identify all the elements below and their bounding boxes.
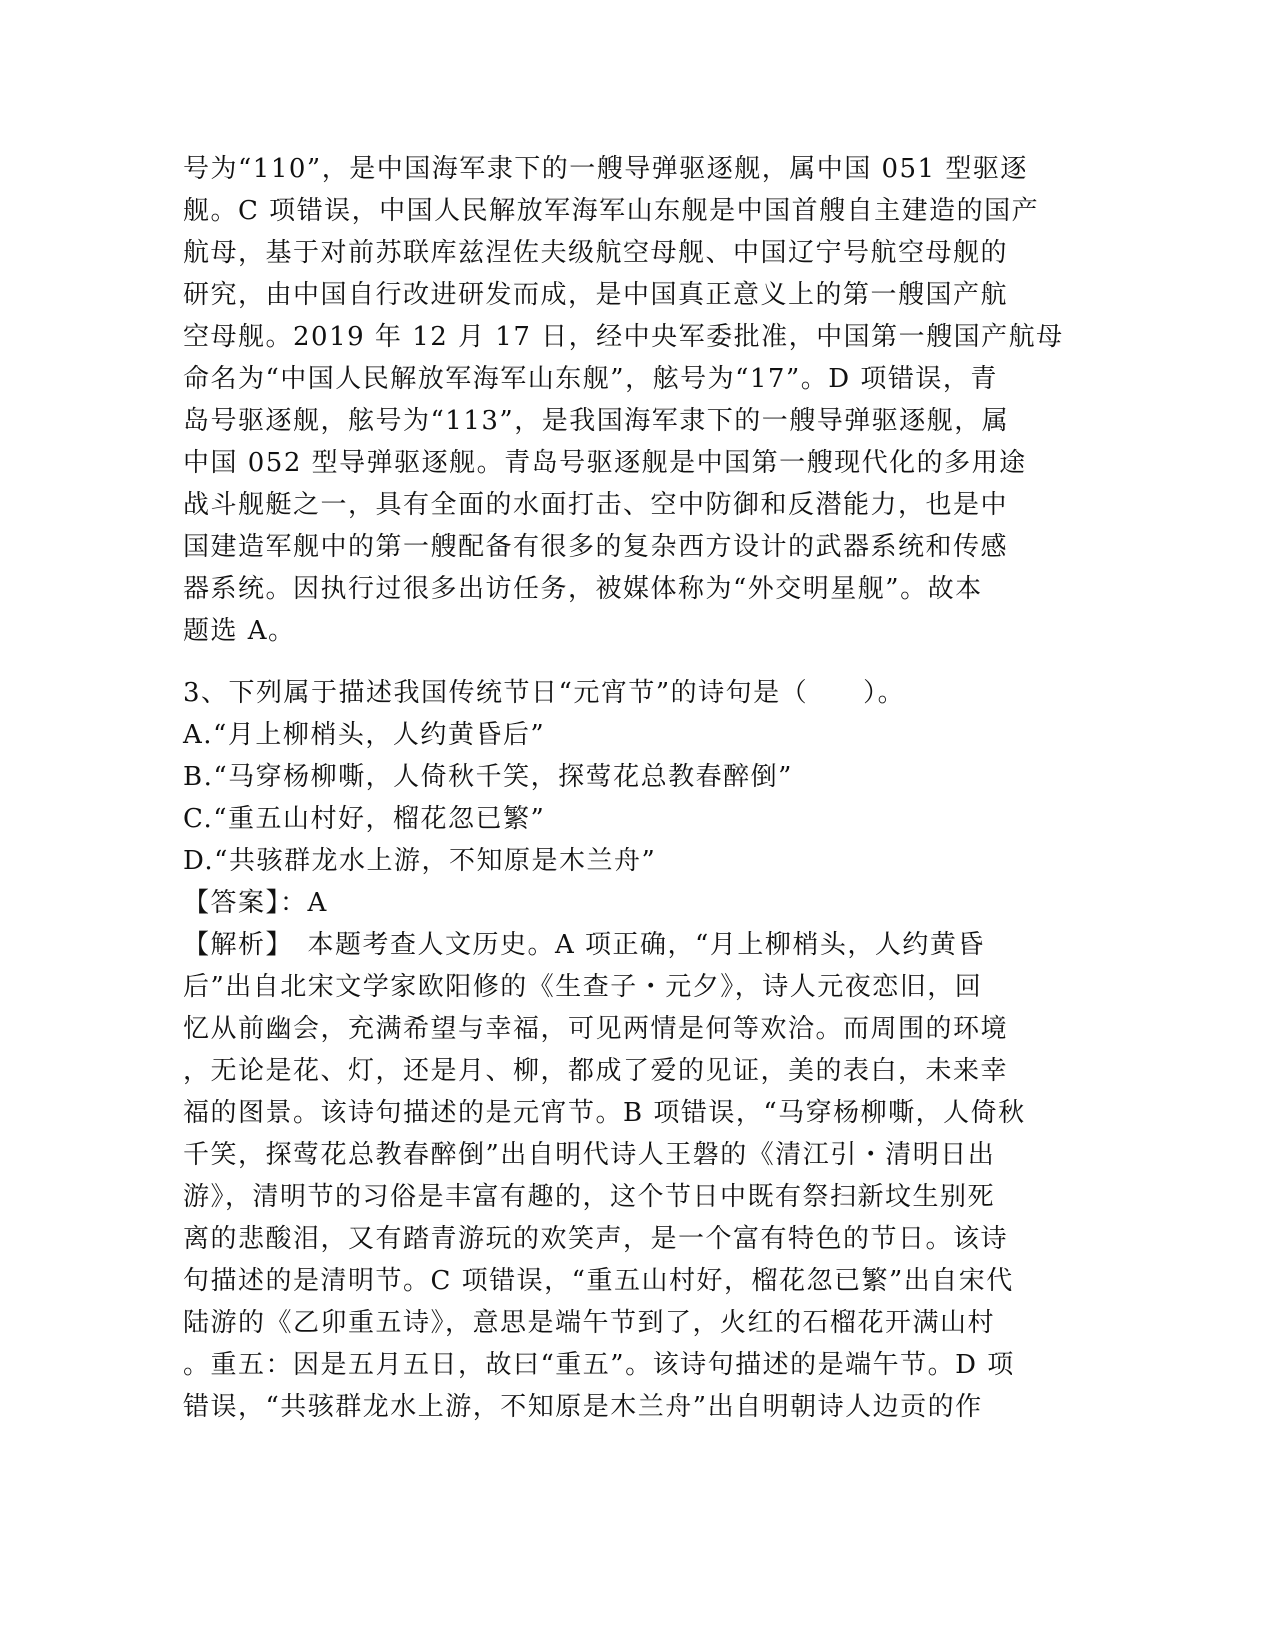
question-stem: 3、下列属于描述我国传统节日“元宵节”的诗句是（ ）。 — [183, 678, 906, 708]
analysis-line: 。重五：因是五月五日，故曰“重五”。该诗句描述的是端午节。D 项 — [183, 1350, 1015, 1380]
explanation-line: 号为“110”，是中国海军隶下的一艘导弹驱逐舰，属中国 051 型驱逐 — [183, 154, 1028, 184]
previous-explanation — [183, 148, 1073, 652]
option-b: B.“马穿杨柳嘶，人倚秋千笑，探莺花总教春醉倒” — [183, 762, 793, 792]
explanation-line: 研究，由中国自行改进研发而成，是中国真正意义上的第一艘国产航 — [183, 280, 1009, 310]
analysis-line: 游》，清明节的习俗是丰富有趣的，这个节日中既有祭扫新坟生别死 — [183, 1182, 996, 1212]
analysis-line: 句描述的是清明节。C 项错误，“重五山村好，榴花忽已繁”出自宋代 — [183, 1266, 1014, 1296]
section-gap — [183, 652, 1073, 672]
option-d: D.“共骇群龙水上游，不知原是木兰舟” — [183, 846, 657, 876]
analysis-line: 福的图景。该诗句描述的是元宵节。B 项错误，“马穿杨柳嘶，人倚秋 — [183, 1098, 1026, 1128]
explanation-line: 战斗舰艇之一，具有全面的水面打击、空中防御和反潜能力，也是中 — [183, 490, 1009, 520]
analysis-line: 千笑，探莺花总教春醉倒”出自明代诗人王磐的《清江引・清明日出 — [183, 1140, 996, 1170]
explanation-line: 航母，基于对前苏联库兹涅佐夫级航空母舰、中国辽宁号航空母舰的 — [183, 238, 1009, 268]
option-c: C.“重五山村好，榴花忽已繁” — [183, 804, 546, 834]
analysis-section — [183, 924, 1073, 1428]
analysis-line: 【解析】 本题考查人文历史。A 项正确，“月上柳梢头，人约黄昏 — [183, 930, 985, 960]
question-block — [183, 672, 1073, 1428]
explanation-line: 舰。C 项错误，中国人民解放军海军山东舰是中国首艘自主建造的国产 — [183, 196, 1040, 226]
explanation-line: 题选 A。 — [183, 616, 296, 646]
option-a: A.“月上柳梢头，人约黄昏后” — [183, 720, 546, 750]
answer-line: 【答案】：A — [183, 888, 328, 918]
analysis-line: 错误，“共骇群龙水上游，不知原是木兰舟”出自明朝诗人边贡的作 — [183, 1392, 983, 1422]
analysis-line: 忆从前幽会，充满希望与幸福，可见两情是何等欢洽。而周围的环境 — [183, 1014, 1009, 1044]
analysis-line: ，无论是花、灯，还是月、柳，都成了爱的见证，美的表白，未来幸 — [183, 1056, 1009, 1086]
analysis-line: 陆游的《乙卯重五诗》，意思是端午节到了，火红的石榴花开满山村 — [183, 1308, 996, 1338]
explanation-line: 命名为“中国人民解放军海军山东舰”，舷号为“17”。D 项错误，青 — [183, 364, 998, 394]
page-content — [183, 148, 1073, 1428]
explanation-line: 器系统。因执行过很多出访任务，被媒体称为“外交明星舰”。故本 — [183, 574, 983, 604]
explanation-line: 空母舰。2019 年 12 月 17 日，经中央军委批准，中国第一艘国产航母 — [183, 322, 1064, 352]
explanation-line: 中国 052 型导弹驱逐舰。青岛号驱逐舰是中国第一艘现代化的多用途 — [183, 448, 1027, 478]
explanation-line: 国建造军舰中的第一艘配备有很多的复杂西方设计的武器系统和传感 — [183, 532, 1009, 562]
analysis-line: 离的悲酸泪，又有踏青游玩的欢笑声，是一个富有特色的节日。该诗 — [183, 1224, 1009, 1254]
explanation-line: 岛号驱逐舰，舷号为“113”，是我国海军隶下的一艘导弹驱逐舰，属 — [183, 406, 1010, 436]
analysis-line: 后”出自北宋文学家欧阳修的《生查子・元夕》，诗人元夜恋旧，回 — [183, 972, 983, 1002]
